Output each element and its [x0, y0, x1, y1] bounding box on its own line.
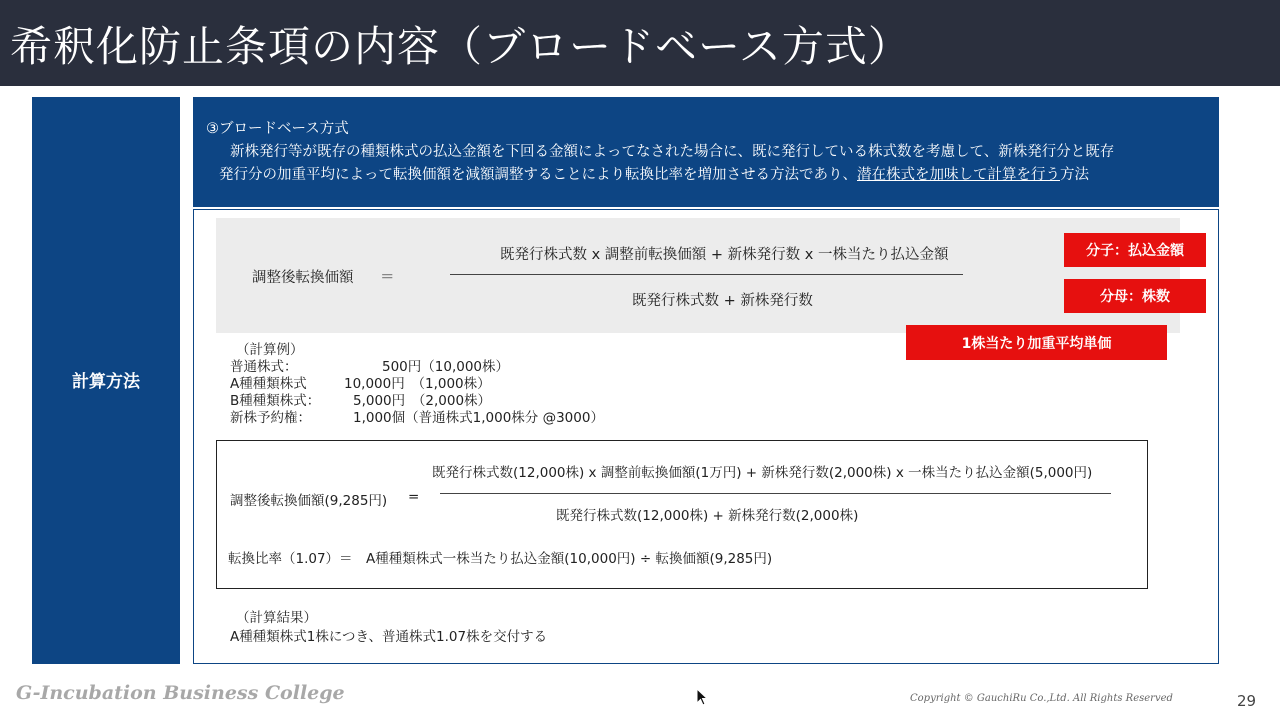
numerator-tag: 分子：払込金額 — [1064, 233, 1206, 267]
method-title: ③ブロードベース方式 — [206, 121, 349, 137]
denominator-tag: 分母：株数 — [1064, 279, 1206, 313]
calc-denominator: 既発行株式数(12,000株) + 新株発行数(2,000株) — [556, 508, 859, 524]
example-row-label: A種種類株式 — [230, 376, 307, 392]
calc-equals: = — [408, 489, 420, 505]
page-number: 29 — [1237, 692, 1257, 710]
formula-denominator: 既発行株式数 + 新株発行数 — [632, 293, 813, 309]
calc-lhs: 調整後転換価額(9,285円) — [230, 493, 388, 509]
description-underlined-phrase: 潜在株式を加味して計算を行う — [857, 167, 1060, 183]
formula-fraction-line — [450, 274, 963, 275]
formula-equals: ＝ — [380, 270, 395, 286]
result-heading: （計算結果） — [236, 610, 317, 626]
example-row-value: 1,000個（普通株式1,000株分 @3000） — [353, 410, 604, 426]
left-side-panel — [32, 97, 180, 664]
section-label: 計算方法 — [72, 372, 140, 392]
formula-panel — [216, 218, 1180, 333]
example-row-value: 500円（10,000株） — [382, 359, 510, 375]
result-text: A種種類株式1株につき、普通株式1.07株を交付する — [230, 629, 548, 645]
example-row-label: B種種類株式： — [230, 393, 321, 409]
example-row-label: 新株予約権： — [230, 410, 311, 426]
weighted-average-tag: 1株当たり加重平均単価 — [906, 325, 1167, 360]
title-bar — [0, 0, 1280, 86]
method-description-box — [193, 97, 1219, 207]
brand-logo-text: G-Incubation Business College — [16, 682, 345, 704]
conversion-ratio-line: 転換比率（1.07）＝ A種種類株式一株当たり払込金額(10,000円) ÷ 転換価額(9,285円) — [228, 551, 773, 567]
description-line-2-end: 方法 — [1060, 167, 1089, 183]
example-row-value: 5,000円 （2,000株） — [353, 393, 492, 409]
copyright-text: Copyright © GauchiRu Co.,Ltd. All Rights Reserved — [910, 693, 1173, 704]
formula-numerator: 既発行株式数 x 調整前転換価額 + 新株発行数 x 一株当たり払込金額 — [500, 247, 949, 263]
calc-fraction-line — [440, 493, 1111, 494]
example-row-value: 10,000円 （1,000株） — [344, 376, 491, 392]
mouse-cursor-icon — [696, 688, 708, 706]
calc-numerator: 既発行株式数(12,000株) x 調整前転換価額(1万円) + 新株発行数(2,000株) x 一株当たり払込金額(5,000円) — [432, 465, 1093, 481]
formula-lhs: 調整後転換価額 — [252, 270, 354, 286]
description-line-2-start: 発行分の加重平均によって転換価額を減額調整することにより転換比率を増加させる方法であり、 — [219, 167, 857, 183]
example-heading: （計算例） — [236, 342, 304, 358]
description-line-2 — [219, 163, 1089, 184]
slide-title: 希釈化防止条項の内容（ブロードベース方式） — [10, 22, 911, 71]
example-row-label: 普通株式： — [230, 359, 298, 375]
description-line-1: 新株発行等が既存の種類株式の払込金額を下回る金額によってなされた場合に、既に発行している株式数を考慮して、新株発行分と既存 — [230, 144, 1115, 160]
